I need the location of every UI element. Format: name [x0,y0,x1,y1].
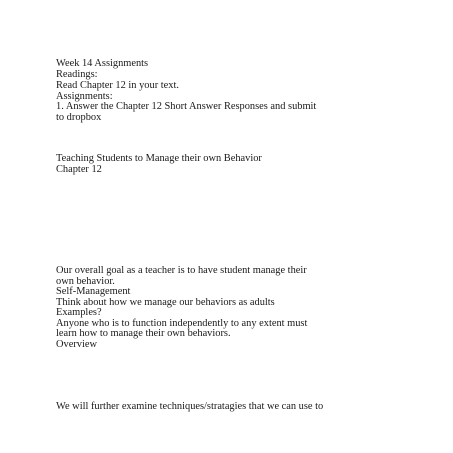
body-line-8: Overview [56,339,97,350]
body-line-9: We will further examine techniques/stratagies that we can use to [56,401,324,412]
body-line-6: Anyone who is to function independently to any extent must [56,318,308,329]
body-line-4: Think about how we manage our behaviors as adults [56,297,275,308]
chapter-label: Chapter 12 [56,164,102,175]
body-line-1: Our overall goal as a teacher is to have student manage their [56,265,307,276]
assignment-item-line-2: to dropbox [56,112,102,123]
body-line-3: Self-Management [56,286,131,297]
readings-label: Readings: [56,69,98,80]
body-line-7: learn how to manage their own behaviors. [56,328,231,339]
assignment-item-line-1: 1. Answer the Chapter 12 Short Answer Responses and submit [56,101,317,112]
body-line-2: own behavior. [56,276,115,287]
section-heading: Teaching Students to Manage their own Behavior [56,153,262,164]
body-line-5: Examples? [56,307,102,318]
week-title: Week 14 Assignments [56,58,149,69]
assignments-label: Assignments: [56,91,113,102]
readings-text: Read Chapter 12 in your text. [56,80,179,91]
